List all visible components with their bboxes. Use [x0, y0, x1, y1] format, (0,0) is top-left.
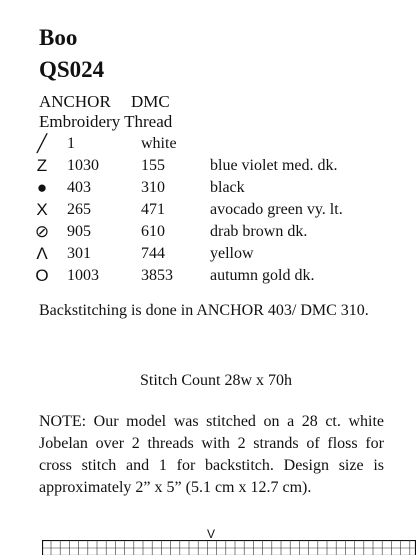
thread-row: [0, 243, 416, 265]
thread-row: [0, 177, 416, 199]
model-note: NOTE: Our model was stitched on a 28 ct. white Jobelan over 2 threads with 2 strands of floss for cross stitch and 1 for backstitch. Design size is approximately 2” x 5” (5.1 cm x 12.7 cm).: [39, 413, 384, 496]
chart-grid: [42, 540, 416, 555]
dmc-number: 610: [141, 223, 165, 240]
thread-row: [0, 133, 416, 155]
pattern-code: QS024: [39, 57, 105, 82]
circle-slash-symbol: ⊘: [34, 222, 50, 241]
anchor-header: ANCHOR: [39, 92, 111, 111]
z-symbol: Z: [36, 156, 48, 175]
anchor-number: 403: [67, 179, 91, 196]
dmc-number: 471: [141, 201, 165, 218]
open-circle-symbol: O: [35, 266, 49, 285]
anchor-number: 301: [67, 245, 91, 262]
dmc-number: 3853: [141, 267, 173, 284]
dmc-number: 310: [141, 179, 165, 196]
slash-symbol: ╱: [36, 134, 48, 153]
anchor-number: 1003: [67, 267, 99, 284]
backstitch-note: Backstitching is done in ANCHOR 403/ DMC 310.: [39, 302, 369, 319]
color-description: autumn gold dk.: [210, 267, 315, 284]
anchor-number: 1: [67, 135, 75, 152]
dmc-header: DMC: [131, 92, 170, 111]
thread-row: [0, 155, 416, 177]
stitch-count: Stitch Count 28w x 70h: [140, 372, 293, 389]
thread-brand-header: [39, 92, 170, 111]
dmc-number: 155: [141, 157, 165, 174]
anchor-number: 905: [67, 223, 91, 240]
anchor-number: 265: [67, 201, 91, 218]
thread-row: [0, 199, 416, 221]
color-description: drab brown dk.: [210, 223, 308, 240]
chart-center-marker: V: [207, 527, 216, 541]
dmc-number: white: [141, 135, 177, 152]
x-symbol: X: [36, 200, 48, 219]
filled-circle-symbol: ●: [36, 178, 48, 197]
color-description: blue violet med. dk.: [210, 157, 338, 174]
pattern-title: Boo: [39, 25, 78, 50]
color-description: black: [210, 179, 245, 196]
color-description: yellow: [210, 245, 254, 262]
dmc-number: 744: [141, 245, 165, 262]
anchor-number: 1030: [67, 157, 99, 174]
thread-row: [0, 221, 416, 243]
thread-type-header: Embroidery Thread: [39, 112, 173, 131]
caret-symbol: Λ: [36, 244, 48, 263]
thread-row: [0, 265, 416, 287]
color-description: avocado green vy. lt.: [210, 201, 343, 218]
